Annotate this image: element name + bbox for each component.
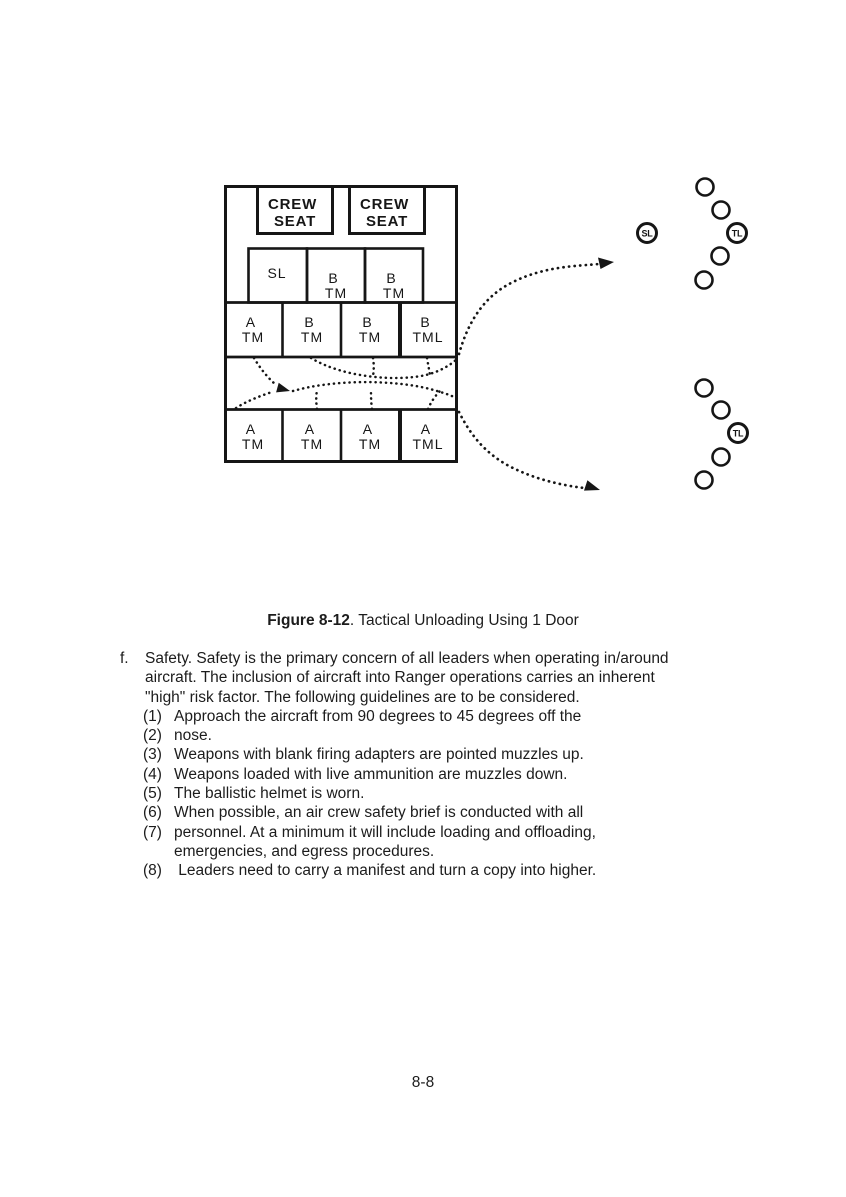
- aisle-arrowhead: [276, 383, 290, 393]
- seat-label-btm-2: B TM: [382, 270, 406, 301]
- seat-label-r5c3: A TM: [358, 421, 382, 452]
- seat-label-r3c2: B TM: [300, 314, 324, 345]
- list-item-number: (4): [143, 765, 162, 783]
- seat-label-r3c3: B TM: [358, 314, 382, 345]
- list-item: [143, 861, 740, 880]
- list-item-number: (2): [143, 727, 162, 745]
- page-number: 8-8: [411, 1074, 435, 1091]
- list-item-text: Weapons with blank firing adapters are pointed muzzles up.: [174, 746, 584, 764]
- exit-arrowhead-upper: [598, 258, 614, 270]
- seat-label-r5c2: A TM: [300, 421, 324, 452]
- tactical-unloading-diagram: [0, 0, 846, 545]
- paragraph-marker: f.: [120, 650, 129, 667]
- list-item-number: (6): [143, 804, 162, 822]
- list-item-number: (1): [143, 707, 162, 725]
- soldier-circle: [696, 380, 713, 397]
- list-item-text: The ballistic helmet is worn.: [174, 785, 365, 803]
- exit-arrow-lower: [459, 412, 584, 488]
- soldier-circle: [697, 179, 714, 196]
- figure-caption: [0, 611, 846, 630]
- list-item-text: emergencies, and egress procedures.: [174, 842, 435, 860]
- crew-seat-label-right: CREW SEAT: [360, 196, 410, 230]
- list-item: [143, 707, 740, 726]
- soldier-circle: [713, 202, 730, 219]
- tl-circle-lower-label: TL: [732, 428, 744, 439]
- paragraph-line: Safety. Safety is the primary concern of all leaders when operating in/around: [145, 650, 669, 667]
- seat-label-r5c1: A TM: [241, 421, 265, 452]
- seat-label-r3c1: A TM: [241, 314, 265, 345]
- aisle-movement-paths: [236, 358, 458, 409]
- safety-paragraph: [120, 649, 740, 707]
- safety-section: [120, 649, 740, 881]
- list-item-number: (8): [143, 862, 162, 880]
- exit-arrowhead-lower: [584, 480, 600, 490]
- list-item-text: Weapons loaded with live ammunition are muzzles down.: [174, 765, 568, 783]
- sl-circle-label: SL: [641, 228, 653, 239]
- soldier-circle: [712, 248, 729, 265]
- list-item-text: personnel. At a minimum it will include loading and offloading,: [174, 823, 596, 841]
- seat-label-r3c4: B TML: [412, 314, 444, 345]
- seat-label-r5c4: A TML: [412, 421, 444, 452]
- seat-label-sl: SL: [267, 265, 287, 281]
- list-item-text: Leaders need to carry a manifest and turn a copy into higher.: [174, 862, 597, 880]
- list-item-text: Approach the aircraft from 90 degrees to 45 degrees off the: [174, 707, 582, 725]
- list-item-number: (5): [143, 785, 162, 803]
- figure-caption-label: Figure 8-12: [267, 612, 350, 629]
- soldier-circle: [713, 402, 730, 419]
- list-item: [143, 803, 740, 822]
- soldier-circle: [713, 449, 730, 466]
- tl-circle-upper-label: TL: [731, 228, 743, 239]
- paragraph-line: "high" risk factor. The following guidelines are to be considered.: [145, 688, 580, 706]
- list-item-number: (3): [143, 746, 162, 764]
- soldier-group-upper: [638, 179, 747, 289]
- list-item-text: nose.: [174, 727, 212, 745]
- list-item-text: When possible, an air crew safety brief is conducted with all: [174, 804, 584, 822]
- crew-seat-label-left: CREW SEAT: [268, 196, 318, 230]
- list-item: [143, 726, 740, 745]
- list-item: [143, 823, 740, 862]
- paragraph-lines: [145, 649, 669, 707]
- soldier-group-lower: [696, 380, 748, 489]
- list-item-number: (7): [143, 823, 162, 841]
- paragraph-line: aircraft. The inclusion of aircraft into Ranger operations carries an inherent: [145, 669, 655, 687]
- list-item: [143, 784, 740, 803]
- exit-arrow-upper: [459, 264, 599, 354]
- guidelines-list: [143, 707, 740, 881]
- soldier-circle: [696, 472, 713, 489]
- list-item: [143, 745, 740, 764]
- seat-label-btm-1: B TM: [324, 270, 348, 301]
- exit-arrows: [459, 264, 599, 488]
- list-item: [143, 765, 740, 784]
- soldier-circle: [696, 272, 713, 289]
- figure-caption-text: . Tactical Unloading Using 1 Door: [349, 612, 579, 629]
